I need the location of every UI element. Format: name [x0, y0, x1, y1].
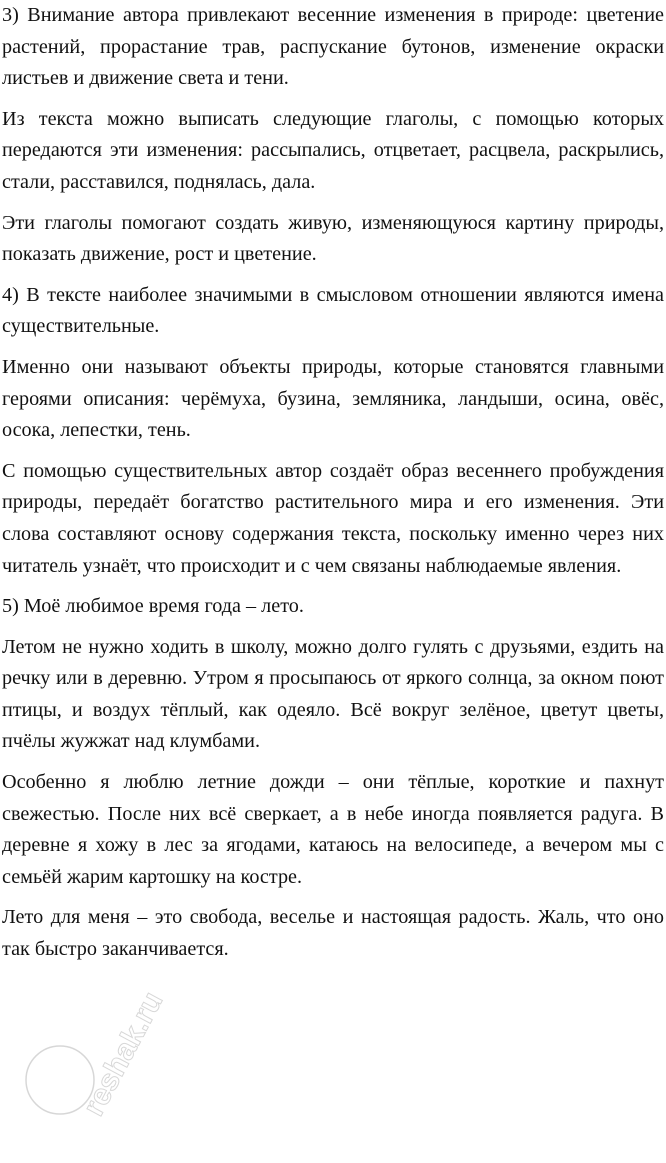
paragraph-4: 4) В тексте наиболее значимыми в смысловом отношении являются имена существительные.	[2, 283, 664, 338]
paragraph-7: 5) Моё любимое время года – лето.	[2, 595, 304, 618]
paragraph-6: С помощью существительных автор создаёт образ весеннего пробуждения природы, передаёт богатство растительного мира и его изменения. Эти слова составляют основу содержания текста, поскольку именно через них читатель узнаёт, что происходит и с чем связаны наблюдаемые явления.	[2, 459, 664, 577]
paragraph-3: Эти глаголы помогают создать живую, изменяющуюся картину природы, показать движение, рост и цветение.	[2, 211, 664, 266]
paragraph-10: Лето для меня – это свобода, веселье и настоящая радость. Жаль, что оно так быстро заканчивается.	[2, 906, 664, 961]
paragraph-8: Летом не нужно ходить в школу, можно долго гулять с друзьями, ездить на речку или в деревню. Утром я просыпаюсь от яркого солнца, за окном поют птицы, и воздух тёплый, как одеяло. Всё вокруг зелёное, цветут цветы, пчёлы жужжат над клумбами.	[2, 635, 664, 753]
watermark-text: reshak.ru	[77, 986, 170, 1122]
paragraph-1: 3) Внимание автора привлекают весенние изменения в природе: цветение растений, прорастание трав, распускание бутонов, изменение окраски листьев и движение света и тени.	[2, 4, 664, 90]
document-body	[2, 0, 664, 975]
paragraph-5: Именно они называют объекты природы, которые становятся главными героями описания: черёмуха, бузина, земляника, ландыши, осина, овёс, осока, лепестки, тень.	[2, 355, 664, 442]
watermark-ring	[26, 1046, 94, 1114]
paragraph-2: Из текста можно выписать следующие глаголы, с помощью которых передаются эти изменения: рассыпались, отцветает, расцвела, раскрылись, стали, расставился, поднялась, дала.	[2, 107, 664, 193]
paragraph-9: Особенно я люблю летние дожди – они тёплые, короткие и пахнут свежестью. После них всё сверкает, а в небе иногда появляется радуга. В деревне я хожу в лес за ягодами, катаюсь на велосипеде, а вечером мы с семьёй жарим картошку на костре.	[2, 771, 664, 888]
